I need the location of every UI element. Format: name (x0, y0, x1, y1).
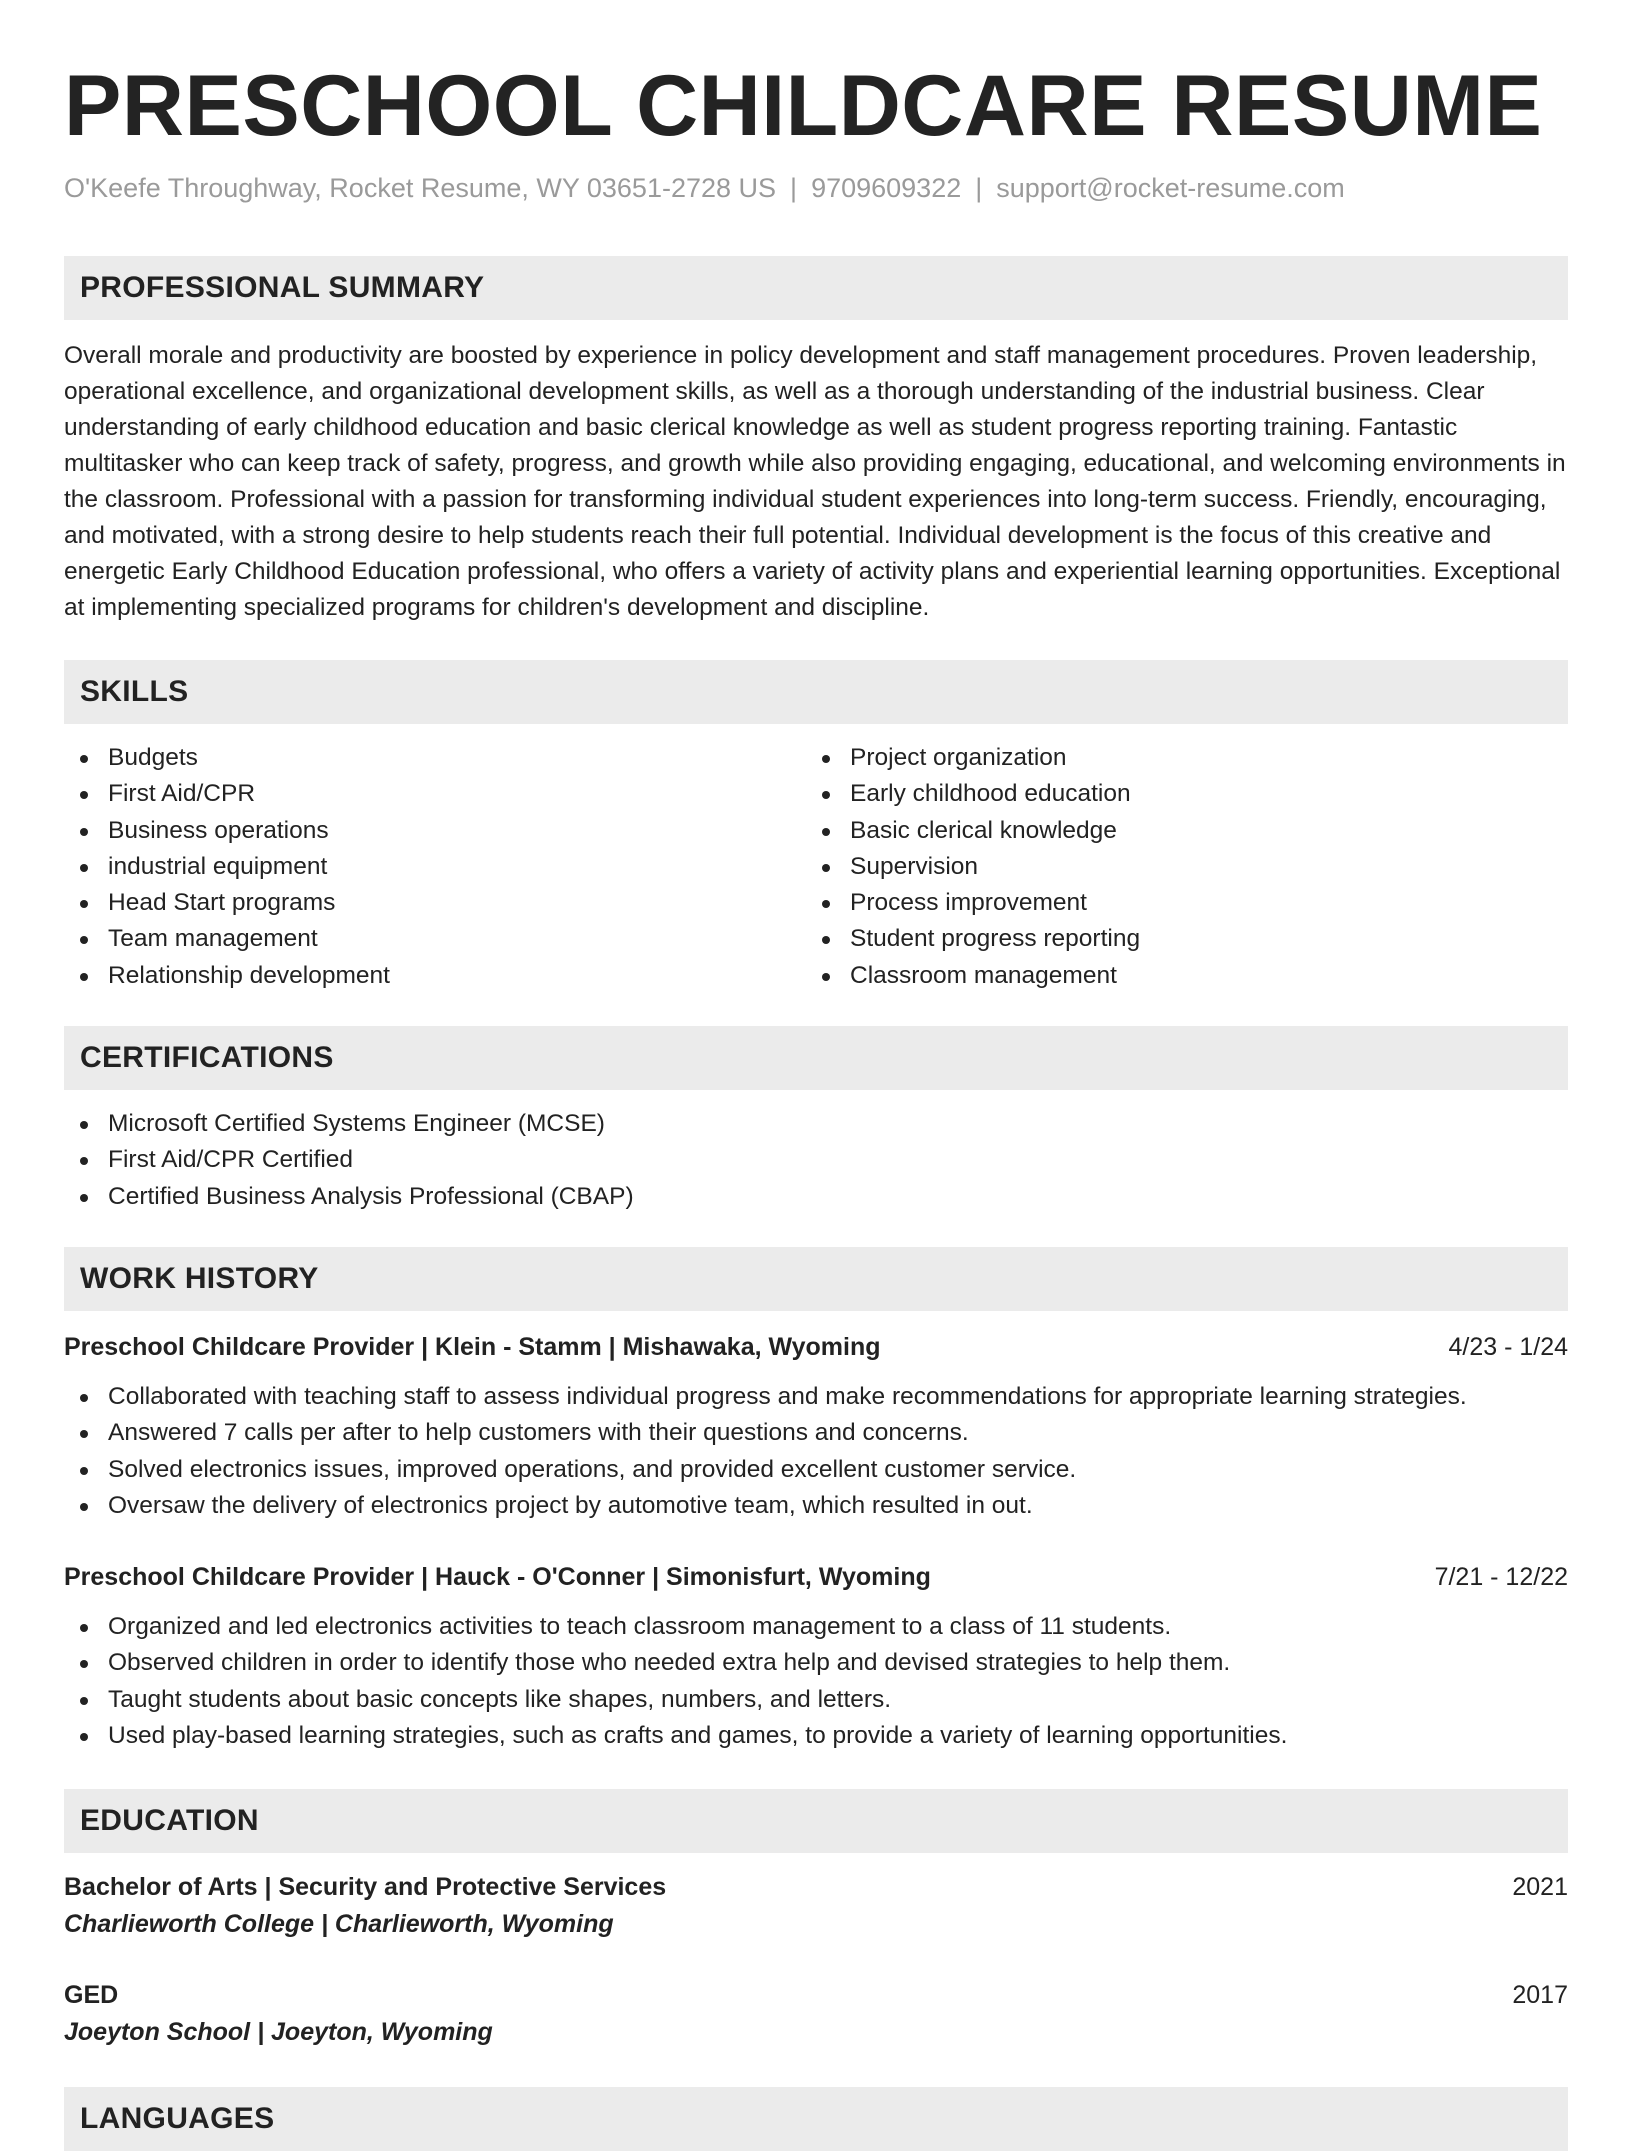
job-entry (64, 1559, 1568, 1755)
education-school: Joeyton School | Joeyton, Wyoming (64, 2017, 493, 2046)
job-title: Preschool Childcare Provider | Hauck - O'Conner | Simonisfurt, Wyoming (64, 1562, 931, 1591)
skill-item: Relationship development (64, 958, 806, 994)
certification-item: Microsoft Certified Systems Engineer (MCSE) (64, 1106, 1568, 1142)
resume-title: PRESCHOOL CHILDCARE RESUME (64, 58, 1543, 154)
skills-column-left (64, 740, 806, 994)
job-dates: 4/23 - 1/24 (1448, 1332, 1568, 1361)
section-header-summary: PROFESSIONAL SUMMARY (64, 256, 1568, 320)
education-year: 2017 (1512, 1980, 1568, 2009)
section-header-work-history: WORK HISTORY (64, 1247, 1568, 1311)
contact-email: support@rocket-resume.com (996, 173, 1345, 203)
skill-item: First Aid/CPR (64, 776, 806, 812)
skill-item: Supervision (806, 849, 1548, 885)
skills-grid (64, 740, 1568, 994)
resume-page (64, 0, 1568, 2151)
section-header-education: EDUCATION (64, 1789, 1568, 1853)
skill-item: Process improvement (806, 885, 1548, 921)
education-year: 2021 (1512, 1872, 1568, 1901)
job-dates: 7/21 - 12/22 (1434, 1562, 1568, 1591)
section-header-certifications: CERTIFICATIONS (64, 1026, 1568, 1090)
certification-item: Certified Business Analysis Professional (CBAP) (64, 1179, 1568, 1215)
education-heading-row (64, 1977, 1568, 2014)
contact-phone: 9709609322 (811, 173, 962, 203)
job-bullet: Oversaw the delivery of electronics project by automotive team, which resulted in out. (64, 1488, 1568, 1525)
job-bullet: Organized and led electronics activities to teach classroom management to a class of 11 students. (64, 1609, 1568, 1646)
skill-item: Classroom management (806, 958, 1548, 994)
skill-item: Basic clerical knowledge (806, 813, 1548, 849)
job-bullet: Taught students about basic concepts like shapes, numbers, and letters. (64, 1682, 1568, 1719)
skills-column-right (806, 740, 1548, 994)
education-degree: GED (64, 1980, 119, 2009)
skill-item: Student progress reporting (806, 921, 1548, 957)
job-bullet: Collaborated with teaching staff to assess individual progress and make recommendations for appropriate learning strategies. (64, 1379, 1568, 1416)
skill-item: Head Start programs (64, 885, 806, 921)
contact-address: O'Keefe Throughway, Rocket Resume, WY 03651-2728 US (64, 173, 777, 203)
education-school: Charlieworth College | Charlieworth, Wyoming (64, 1909, 614, 1938)
job-bullets (64, 1379, 1568, 1525)
education-entry (64, 1869, 1568, 1943)
skill-item: industrial equipment (64, 849, 806, 885)
education-entry (64, 1977, 1568, 2051)
section-header-languages: LANGUAGES (64, 2087, 1568, 2151)
job-bullet: Observed children in order to identify those who needed extra help and devised strategies to help them. (64, 1645, 1568, 1682)
skill-item: Project organization (806, 740, 1548, 776)
job-title: Preschool Childcare Provider | Klein - Stamm | Mishawaka, Wyoming (64, 1332, 881, 1361)
job-heading-row (64, 1559, 1568, 1595)
skill-item: Budgets (64, 740, 806, 776)
job-bullet: Solved electronics issues, improved operations, and provided excellent customer service. (64, 1452, 1568, 1489)
contact-separator: | (790, 173, 798, 203)
job-bullet: Used play-based learning strategies, such as crafts and games, to provide a variety of learning opportunities. (64, 1718, 1568, 1755)
job-bullets (64, 1609, 1568, 1755)
certification-list (64, 1106, 1568, 1215)
section-header-skills: SKILLS (64, 660, 1568, 724)
contact-line (64, 170, 1568, 206)
job-entry (64, 1329, 1568, 1525)
job-bullet: Answered 7 calls per after to help customers with their questions and concerns. (64, 1415, 1568, 1452)
certification-item: First Aid/CPR Certified (64, 1142, 1568, 1178)
education-degree: Bachelor of Arts | Security and Protective Services (64, 1872, 667, 1901)
education-heading-row (64, 1869, 1568, 1906)
summary-text: Overall morale and productivity are boosted by experience in policy development and staff management procedures. Proven leadership, operational excellence, and organizational development skills, as well as a thorough understanding of the industrial business. Clear understanding of early childhood education and basic clerical knowledge as well as student progress reporting training. Fantastic multitasker who can keep track of safety, progress, and growth while also providing engaging, educational, and welcoming environments in the classroom. Professional with a passion for transforming individual student experiences into long-term success. Friendly, encouraging, and motivated, with a strong desire to help students reach their full potential. Individual development is the focus of this creative and energetic Early Childhood Education professional, who offers a variety of activity plans and experiential learning opportunities. Exceptional at implementing specialized programs for children's development and discipline. (64, 342, 1566, 621)
contact-separator: | (975, 173, 983, 203)
skill-item: Business operations (64, 813, 806, 849)
skill-item: Early childhood education (806, 776, 1548, 812)
job-heading-row (64, 1329, 1568, 1365)
skill-item: Team management (64, 921, 806, 957)
